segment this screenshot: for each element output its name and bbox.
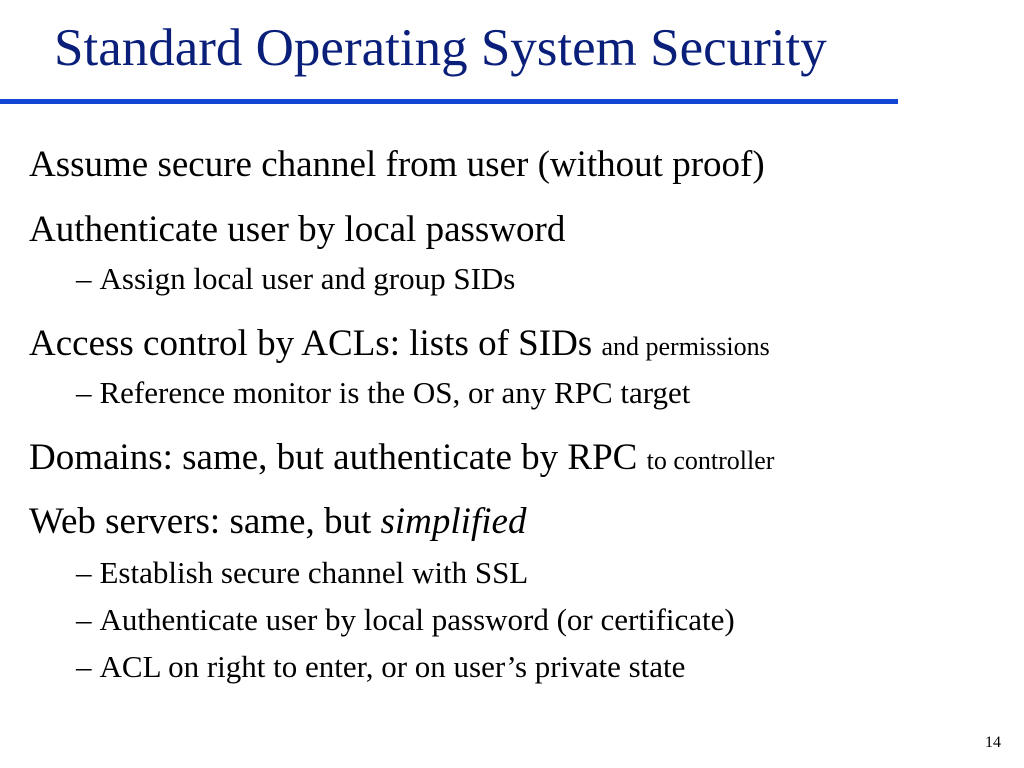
bullet-5 bbox=[29, 503, 526, 540]
bullet-4-small-text: to controller bbox=[646, 446, 775, 475]
bullet-1 bbox=[29, 146, 765, 183]
bullet-5-text: Web servers: same, but bbox=[29, 501, 372, 542]
bullet-3-sub-1 bbox=[76, 377, 690, 408]
sub-bullet-marker: – bbox=[76, 375, 92, 410]
bullet-3-text: Access control by ACLs: lists of SIDs bbox=[29, 323, 593, 364]
bullet-5-sub-3 bbox=[76, 651, 685, 682]
bullet-3-small-text: and permissions bbox=[601, 332, 770, 361]
bullet-2-sub-1 bbox=[76, 263, 515, 294]
sub-bullet-marker: – bbox=[76, 261, 92, 296]
page-number: 14 bbox=[985, 734, 1001, 751]
bullet-2-text: Authenticate user by local password bbox=[29, 209, 566, 250]
sub-bullet-text: Assign local user and group SIDs bbox=[99, 261, 516, 296]
bullet-1-text: Assume secure channel from user (without proof) bbox=[29, 144, 765, 185]
bullet-5-emphasis: simplified bbox=[380, 501, 527, 542]
title-underline bbox=[0, 99, 898, 104]
bullet-3 bbox=[29, 325, 770, 362]
sub-bullet-text: ACL on right to enter, or on user’s private state bbox=[99, 649, 686, 684]
bullet-4-text: Domains: same, but authenticate by RPC bbox=[29, 437, 638, 478]
sub-bullet-text: Authenticate user by local password (or certificate) bbox=[99, 602, 735, 637]
sub-bullet-marker: – bbox=[76, 649, 92, 684]
sub-bullet-text: Establish secure channel with SSL bbox=[99, 555, 529, 590]
sub-bullet-marker: – bbox=[76, 602, 92, 637]
bullet-5-sub-2 bbox=[76, 604, 735, 635]
slide-title: Standard Operating System Security bbox=[54, 19, 827, 77]
bullet-2 bbox=[29, 211, 565, 248]
sub-bullet-marker: – bbox=[76, 555, 92, 590]
bullet-4 bbox=[29, 439, 774, 476]
bullet-5-sub-1 bbox=[76, 557, 528, 588]
sub-bullet-text: Reference monitor is the OS, or any RPC target bbox=[99, 375, 691, 410]
